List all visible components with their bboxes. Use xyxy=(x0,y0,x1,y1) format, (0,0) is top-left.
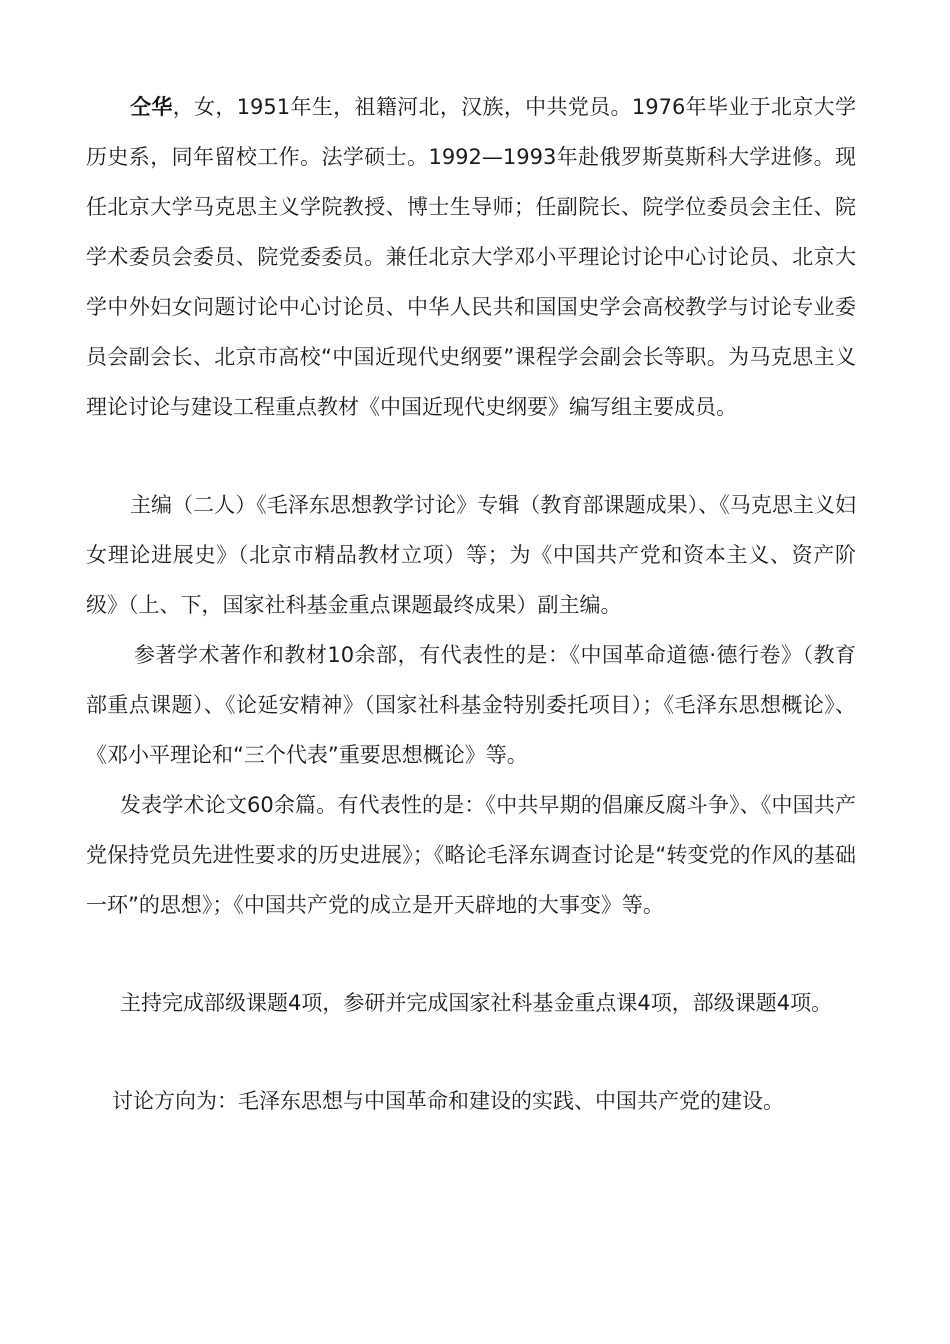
biography-text: ，女，1951年生，祖籍河北，汉族，中共党员。1976年毕业于北京大学历史系，同年留校工作。法学硕士。1992—1993年赴俄罗斯莫斯科大学进修。现任北京大学马克思主义学院教授、博士生导师；任副院长、院学位委员会主任、院学术委员会委员、院党委委员。兼任北京大学邓小平理论讨论中心讨论员、北京大学中外妇女问题讨论中心讨论员、中华人民共和国国史学会高校教学与讨论专业委员会副会长、北京市高校“中国近现代史纲要”课程学会副会长等职。为马克思主义理论讨论与建设工程重点教材《中国近现代史纲要》编写组主要成员。 xyxy=(86,95,857,419)
biography-paragraph xyxy=(86,82,856,432)
research-direction-paragraph: 讨论方向为：毛泽东思想与中国革命和建设的实践、中国共产党的建设。 xyxy=(112,1089,784,1113)
projects-paragraph: 主持完成部级课题4项，参研并完成国家社科基金重点课4项，部级课题4项。 xyxy=(120,991,833,1015)
books-paragraph: 参著学术著作和教材10余部，有代表性的是：《中国革命道德·德行卷》（教育部重点课题）、《论延安精神》（国家社科基金特别委托项目）；《毛泽东思想概论》、《邓小平理论和“三个代表”重要思想概论》等。 xyxy=(86,643,856,767)
papers-paragraph: 发表学术论文60余篇。有代表性的是：《中共早期的倡廉反腐斗争》、《中国共产党保持党员先进性要求的历史进展》；《略论毛泽东调查讨论是“转变党的作风的基础一环”的思想》；《中国共产党的成立是开天辟地的大事变》等。 xyxy=(86,793,856,917)
author-name: 仝华 xyxy=(130,95,173,119)
editor-works-paragraph: 主编（二人）《毛泽东思想教学讨论》专辑（教育部课题成果）、《马克思主义妇女理论进展史》（北京市精品教材立项）等；为《中国共产党和资本主义、资产阶级》（上、下，国家社科基金重点课题最终成果）副主编。 xyxy=(86,493,856,617)
